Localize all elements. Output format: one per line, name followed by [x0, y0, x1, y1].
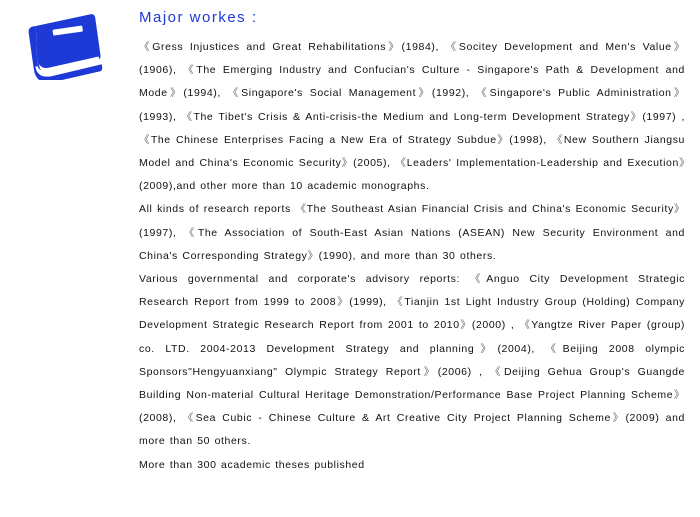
works-list [139, 36, 685, 477]
page-heading: Major workes : [139, 9, 258, 26]
monographs-paragraph: 《Gress Injustices and Great Rehabilitations》(1984), 《Socitey Development and Men's Value》(1906), 《The Emerging Industry and Confucian's Culture - Singapore's Path & Development and Mode》(1994), 《Singapore's Social Management》(1992), 《Singapore's Public Administration》(1993), 《The Tibet's Crisis & Anti-crisis-the Medium and Long-term Development Strategy》(1997) , 《The Chinese Enterprises Facing a New Era of Strategy Subdue》(1998), 《New Southern Jiangsu Model and China's Economic Security》(2005), 《Leaders' Implementation-Leadership and Execution》(2009),and other more than 10 academic monographs. [139, 41, 685, 193]
book-icon [25, 14, 107, 80]
theses-paragraph: More than 300 academic theses published [139, 458, 365, 471]
research-reports-paragraph: All kinds of research reports 《The Southeast Asian Financial Crisis and China's Economic Security》(1997), 《The Association of South-East Asian Nations (ASEAN) New Security Environment and China's Corresponding Strategy》(1990), and more than 30 others. [139, 203, 685, 262]
advisory-reports-paragraph: Various governmental and corporate's advisory reports: 《Anguo City Development Strategic Research Report from 1999 to 2008》(1999), 《Tianjin 1st Light Industry Group (Holding) Company Development Strategic Research Report from 2001 to 2010》(2000) , 《Yangtze River Paper (group) co. LTD. 2004-2013 Development Strategy and planning》(2004), 《Beijing 2008 olympic Sponsors"Hengyuanxiang" Olympic Strategy Report》(2006) , 《Deijing Gehua Group's Guangde Building Non-material Cultural Heritage Demonstration/Performance Base Project Planning Scheme》(2008), 《Sea Cubic - Chinese Culture & Art Creative City Project Planning Scheme》(2009) and more than 50 others. [139, 273, 685, 448]
